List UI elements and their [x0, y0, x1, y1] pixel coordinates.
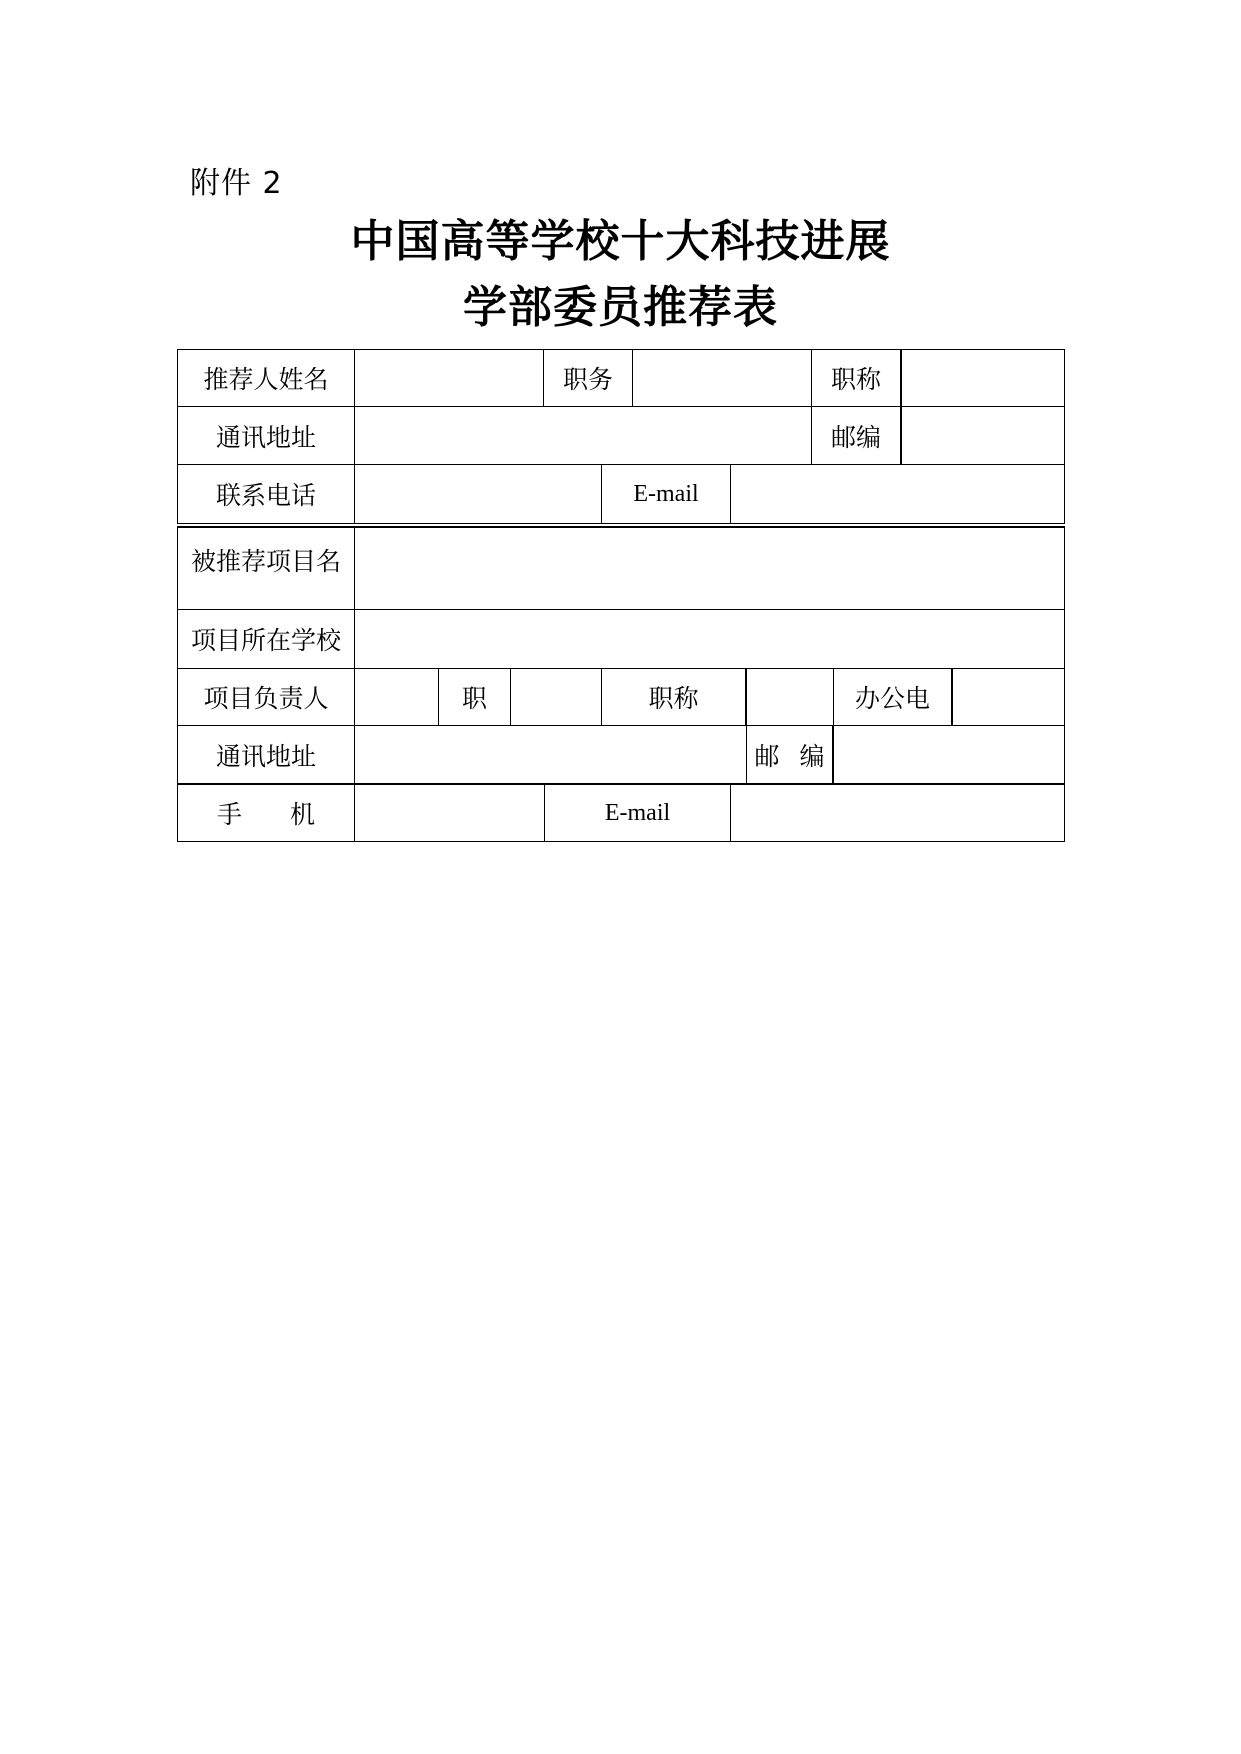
project-leader-field[interactable]	[354, 668, 439, 726]
project-school-field[interactable]	[354, 609, 1065, 669]
project-postcode-field[interactable]	[833, 725, 1065, 784]
recommender-email-label: E-mail	[601, 464, 731, 524]
project-email-label: E-mail	[544, 783, 731, 842]
recommender-title-label: 职称	[811, 349, 902, 407]
project-title-label: 职称	[601, 668, 747, 726]
recommender-phone-label: 联系电话	[177, 464, 355, 524]
document-title-line2: 学部委员推荐表	[463, 282, 778, 333]
project-name-field[interactable]	[354, 526, 1065, 610]
recommender-email-field[interactable]	[730, 464, 1065, 524]
recommender-address-label: 通讯地址	[177, 406, 355, 465]
project-name-label: 被推荐项目名	[177, 526, 355, 610]
project-leader-label: 项目负责人	[177, 668, 355, 726]
project-mobile-label: 手 机	[177, 783, 355, 842]
project-office-phone-field[interactable]	[952, 668, 1065, 726]
project-mobile-field[interactable]	[354, 783, 545, 842]
recommender-address-field[interactable]	[354, 406, 812, 465]
project-school-label: 项目所在学校	[177, 609, 355, 669]
project-office-phone-label: 办公电	[833, 668, 953, 726]
recommender-postcode-label: 邮编	[811, 406, 902, 465]
document-title-line1: 中国高等学校十大科技进展	[350, 216, 891, 267]
recommender-title-field[interactable]	[901, 349, 1065, 407]
project-postcode-label: 邮 编	[746, 725, 834, 784]
recommender-postcode-field[interactable]	[901, 406, 1065, 465]
project-address-label: 通讯地址	[177, 725, 355, 784]
recommender-position-label: 职务	[543, 349, 633, 407]
project-address-field[interactable]	[354, 725, 747, 784]
attachment-label: 附件 2	[190, 166, 283, 201]
project-title-field[interactable]	[746, 668, 834, 726]
recommender-phone-field[interactable]	[354, 464, 602, 524]
recommender-position-field[interactable]	[632, 349, 812, 407]
project-email-field[interactable]	[730, 783, 1065, 842]
recommendation-form	[177, 349, 1065, 842]
recommender-name-field[interactable]	[354, 349, 544, 407]
recommender-name-label: 推荐人姓名	[177, 349, 355, 407]
project-position-label: 职	[438, 668, 511, 726]
project-position-field[interactable]	[510, 668, 602, 726]
